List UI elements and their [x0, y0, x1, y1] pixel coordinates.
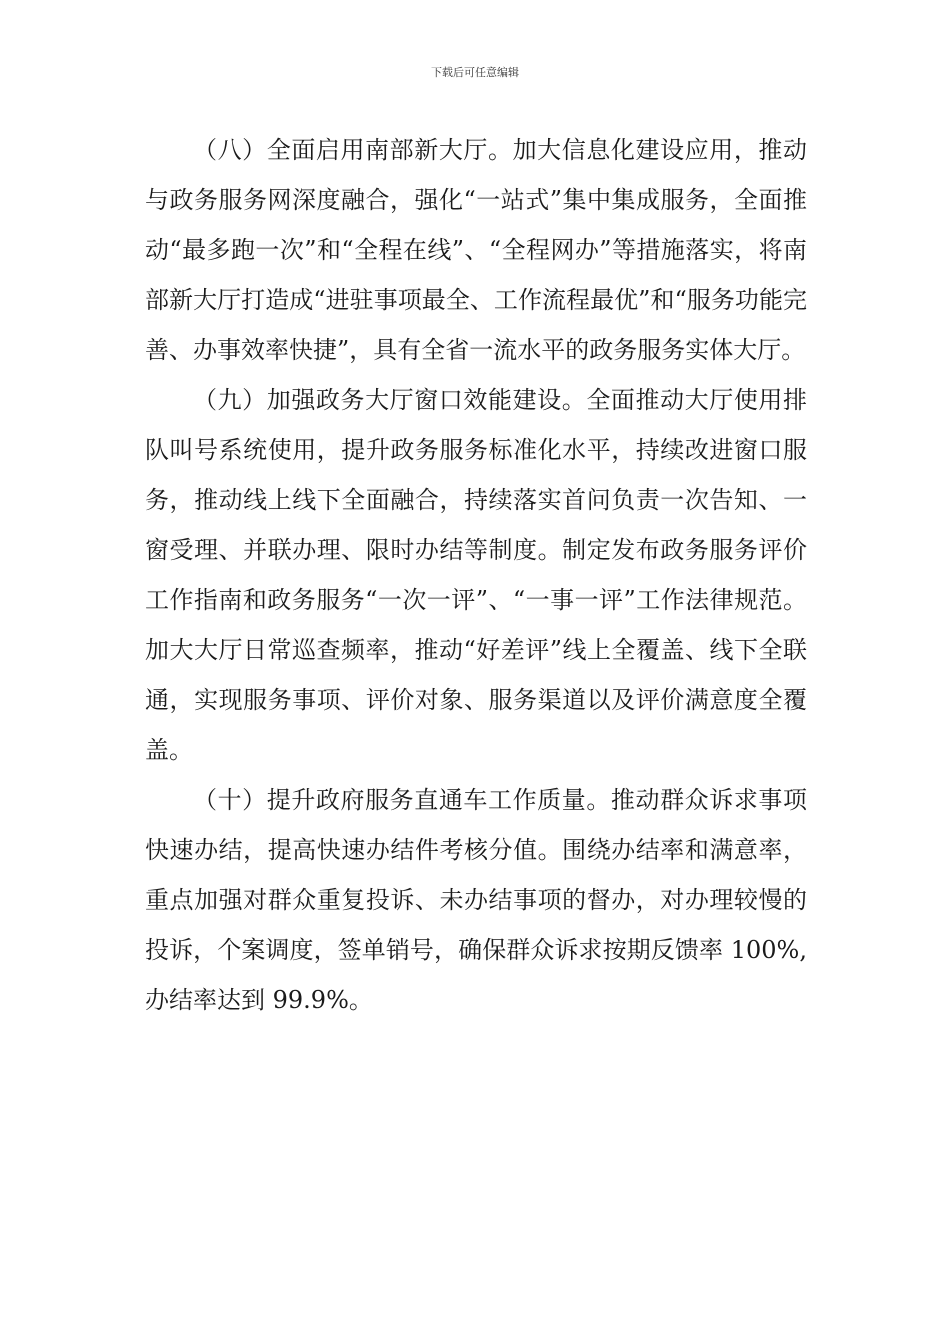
page-header: 下载后可任意编辑: [431, 66, 519, 79]
paragraph-10: （十）提升政府服务直通车工作质量。推动群众诉求事项快速办结，提高快速办结件考核分值。围绕办结率和满意率，重点加强对群众重复投诉、未办结事项的督办，对办理较慢的投诉，个案调度，签单销号，确保群众诉求按期反馈率 100%, 办结率达到 99.9%。: [145, 786, 807, 1014]
document-body: [145, 125, 807, 1025]
paragraph-9: （九）加强政务大厅窗口效能建设。全面推动大厅使用排队叫号系统使用，提升政务服务标准化水平，持续改进窗口服务，推动线上线下全面融合，持续落实首问负责一次告知、一窗受理、并联办理、限时办结等制度。制定发布政务服务评价工作指南和政务服务“一次一评”、“一事一评”工作法律规范。加大大厅日常巡查频率，推动“好差评”线上全覆盖、线下全联通，实现服务事项、评价对象、服务渠道以及评价满意度全覆盖。: [145, 386, 807, 764]
paragraph-8: （八）全面启用南部新大厅。加大信息化建设应用，推动与政务服务网深度融合，强化“一站式”集中集成服务，全面推动“最多跑一次”和“全程在线”、“全程网办”等措施落实，将南部新大厅打造成“进驻事项最全、工作流程最优”和“服务功能完善、办事效率快捷”，具有全省一流水平的政务服务实体大厅。: [145, 136, 807, 364]
